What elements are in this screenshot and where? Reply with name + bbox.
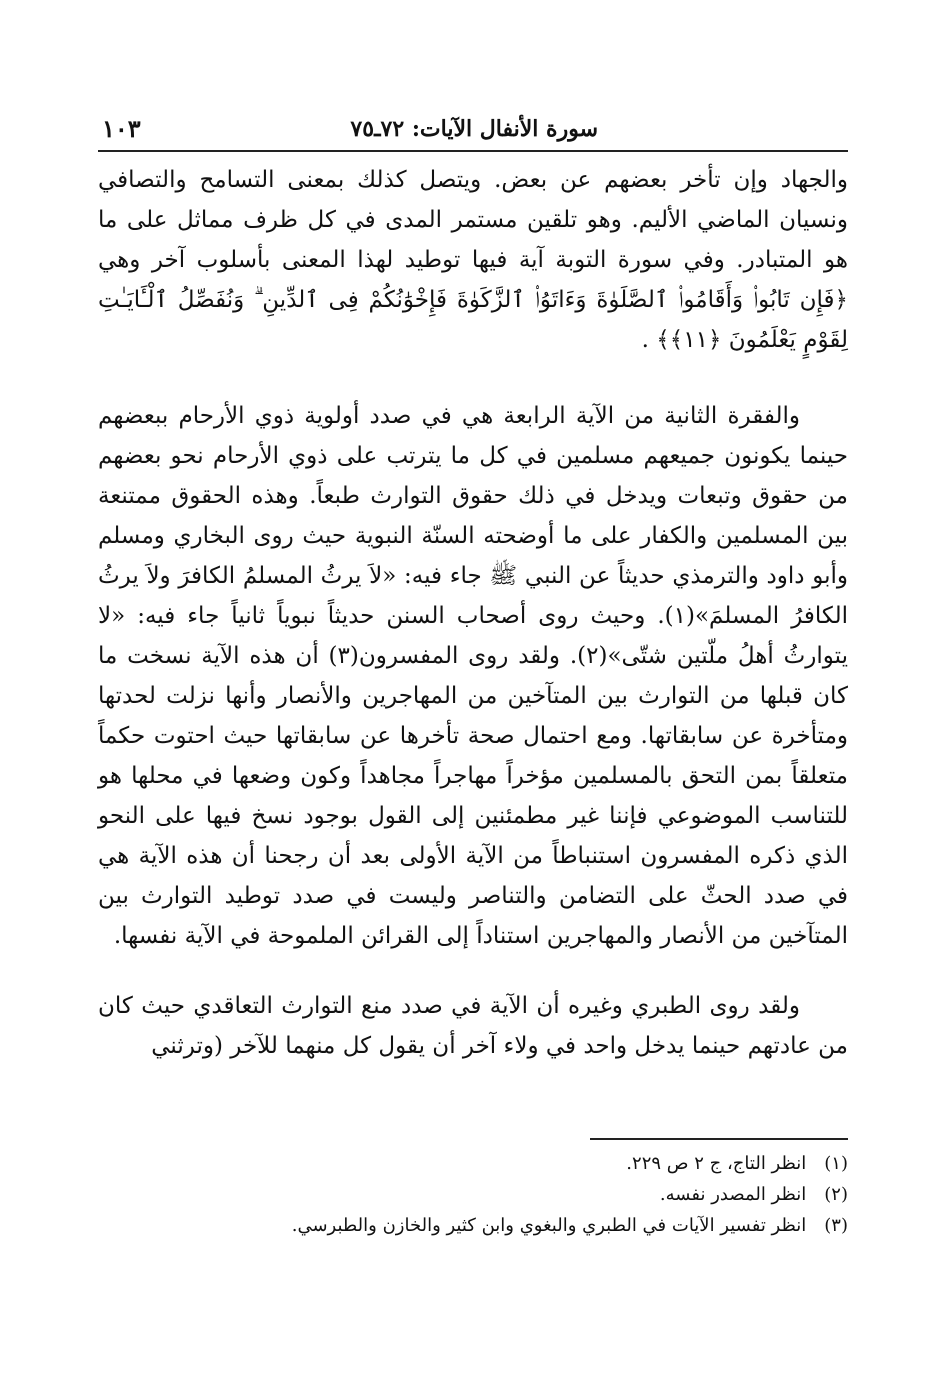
footnote-text: انظر التاج، ج ٢ ص ٢٢٩. (626, 1153, 807, 1174)
footnote (128, 1179, 848, 1210)
footnote-number: (٢) (824, 1184, 848, 1205)
running-head (98, 112, 848, 152)
paragraph: والفقرة الثانية من الآية الرابعة هي في صدد أولوية ذوي الأرحام ببعضهم حينما يكونون جميعهم مسلمين في كل ما يترتب على ذوي الأرحام نحو بعضهم من حقوق وتبعات ويدخل في ذلك حقوق التوارث طبعاً. وهذه الحقوق ممتنعة بين المسلمين والكفار على ما أوضحته السنّة النبوية حيث روى البخاري ومسلم وأبو داود والترمذي حديثاً عن النبي ﷺ جاء فيه: «لاَ يرثُ المسلمُ الكافرَ ولاَ يرثُ الكافرُ المسلمَ»(١). وحيث روى أصحاب السنن حديثاً نبوياً ثانياً جاء فيه: «لا يتوارثُ أهلُ ملّتين شتّى»(٢). ولقد روى المفسرون(٣) أن هذه الآية نسخت ما كان قبلها من التوارث بين المتآخين من المهاجرين والأنصار وأنها نزلت لحدتها ومتأخرة عن سابقاتها. ومع احتمال صحة تأخرها عن سابقاتها حيث احتوت حكماً متعلقاً بمن التحق بالمسلمين مؤخراً مهاجراً مجاهداً وكون وضعها في محلها هو للتناسب الموضوعي فإننا غير مطمئنين إلى القول بوجود نسخ فيها على النحو الذي ذكره المفسرون استنباطاً من الآية الأولى بعد أن رجحنا أن هذه الآية هي في صدد الحثّ على التضامن والتناصر وليست في صدد توطيد التوارث بين المتآخين من الأنصار والمهاجرين استناداً إلى القرائن الملموحة في الآية نفسها. (98, 403, 849, 949)
footnote (128, 1210, 848, 1241)
footnotes (128, 1148, 848, 1241)
footnote-text: انظر تفسير الآيات في الطبري والبغوي وابن كثير والخازن والطبرسي. (291, 1215, 807, 1236)
paragraph: والجهاد وإن تأخر بعضهم عن بعض. ويتصل كذلك بمعنى التسامح والتصافي ونسيان الماضي الأليم. وهو تلقين مستمر المدى في كل ظرف مماثل على ما هو المتبادر. وفي سورة التوبة آية فيها توطيد لهذا المعنى بأسلوب آخر وهي ﴿فَإِن تَابُوا۟ وَأَقَامُوا۟ ٱلصَّلَوٰةَ وَءَاتَوُا۟ ٱلزَّكَوٰةَ فَإِخْوَٰنُكُمْ فِى ٱلدِّينِ ۗ وَنُفَصِّلُ ٱلْـَٔايَـٰتِ لِقَوْمٍ يَعْلَمُونَ ﴿١١﴾﴾ . (98, 167, 848, 353)
footnote (128, 1148, 848, 1179)
header-rule (98, 150, 848, 152)
footnote-rule (590, 1138, 848, 1140)
footnote-number: (١) (824, 1153, 848, 1174)
page-title: سورة الأنفال الآيات: ٧٢ـ٧٥ (350, 116, 598, 142)
footnote-text: انظر المصدر نفسه. (659, 1184, 807, 1205)
main-text (98, 160, 848, 1066)
paragraph: ولقد روى الطبري وغيره أن الآية في صدد منع التوارث التعاقدي حيث كان من عادتهم حينما يدخل واحد في ولاء آخر أن يقول كل منهما للآخر (وترثني (98, 993, 848, 1059)
footnote-number: (٣) (824, 1215, 848, 1236)
page-number: ١٠٣ (102, 114, 141, 143)
